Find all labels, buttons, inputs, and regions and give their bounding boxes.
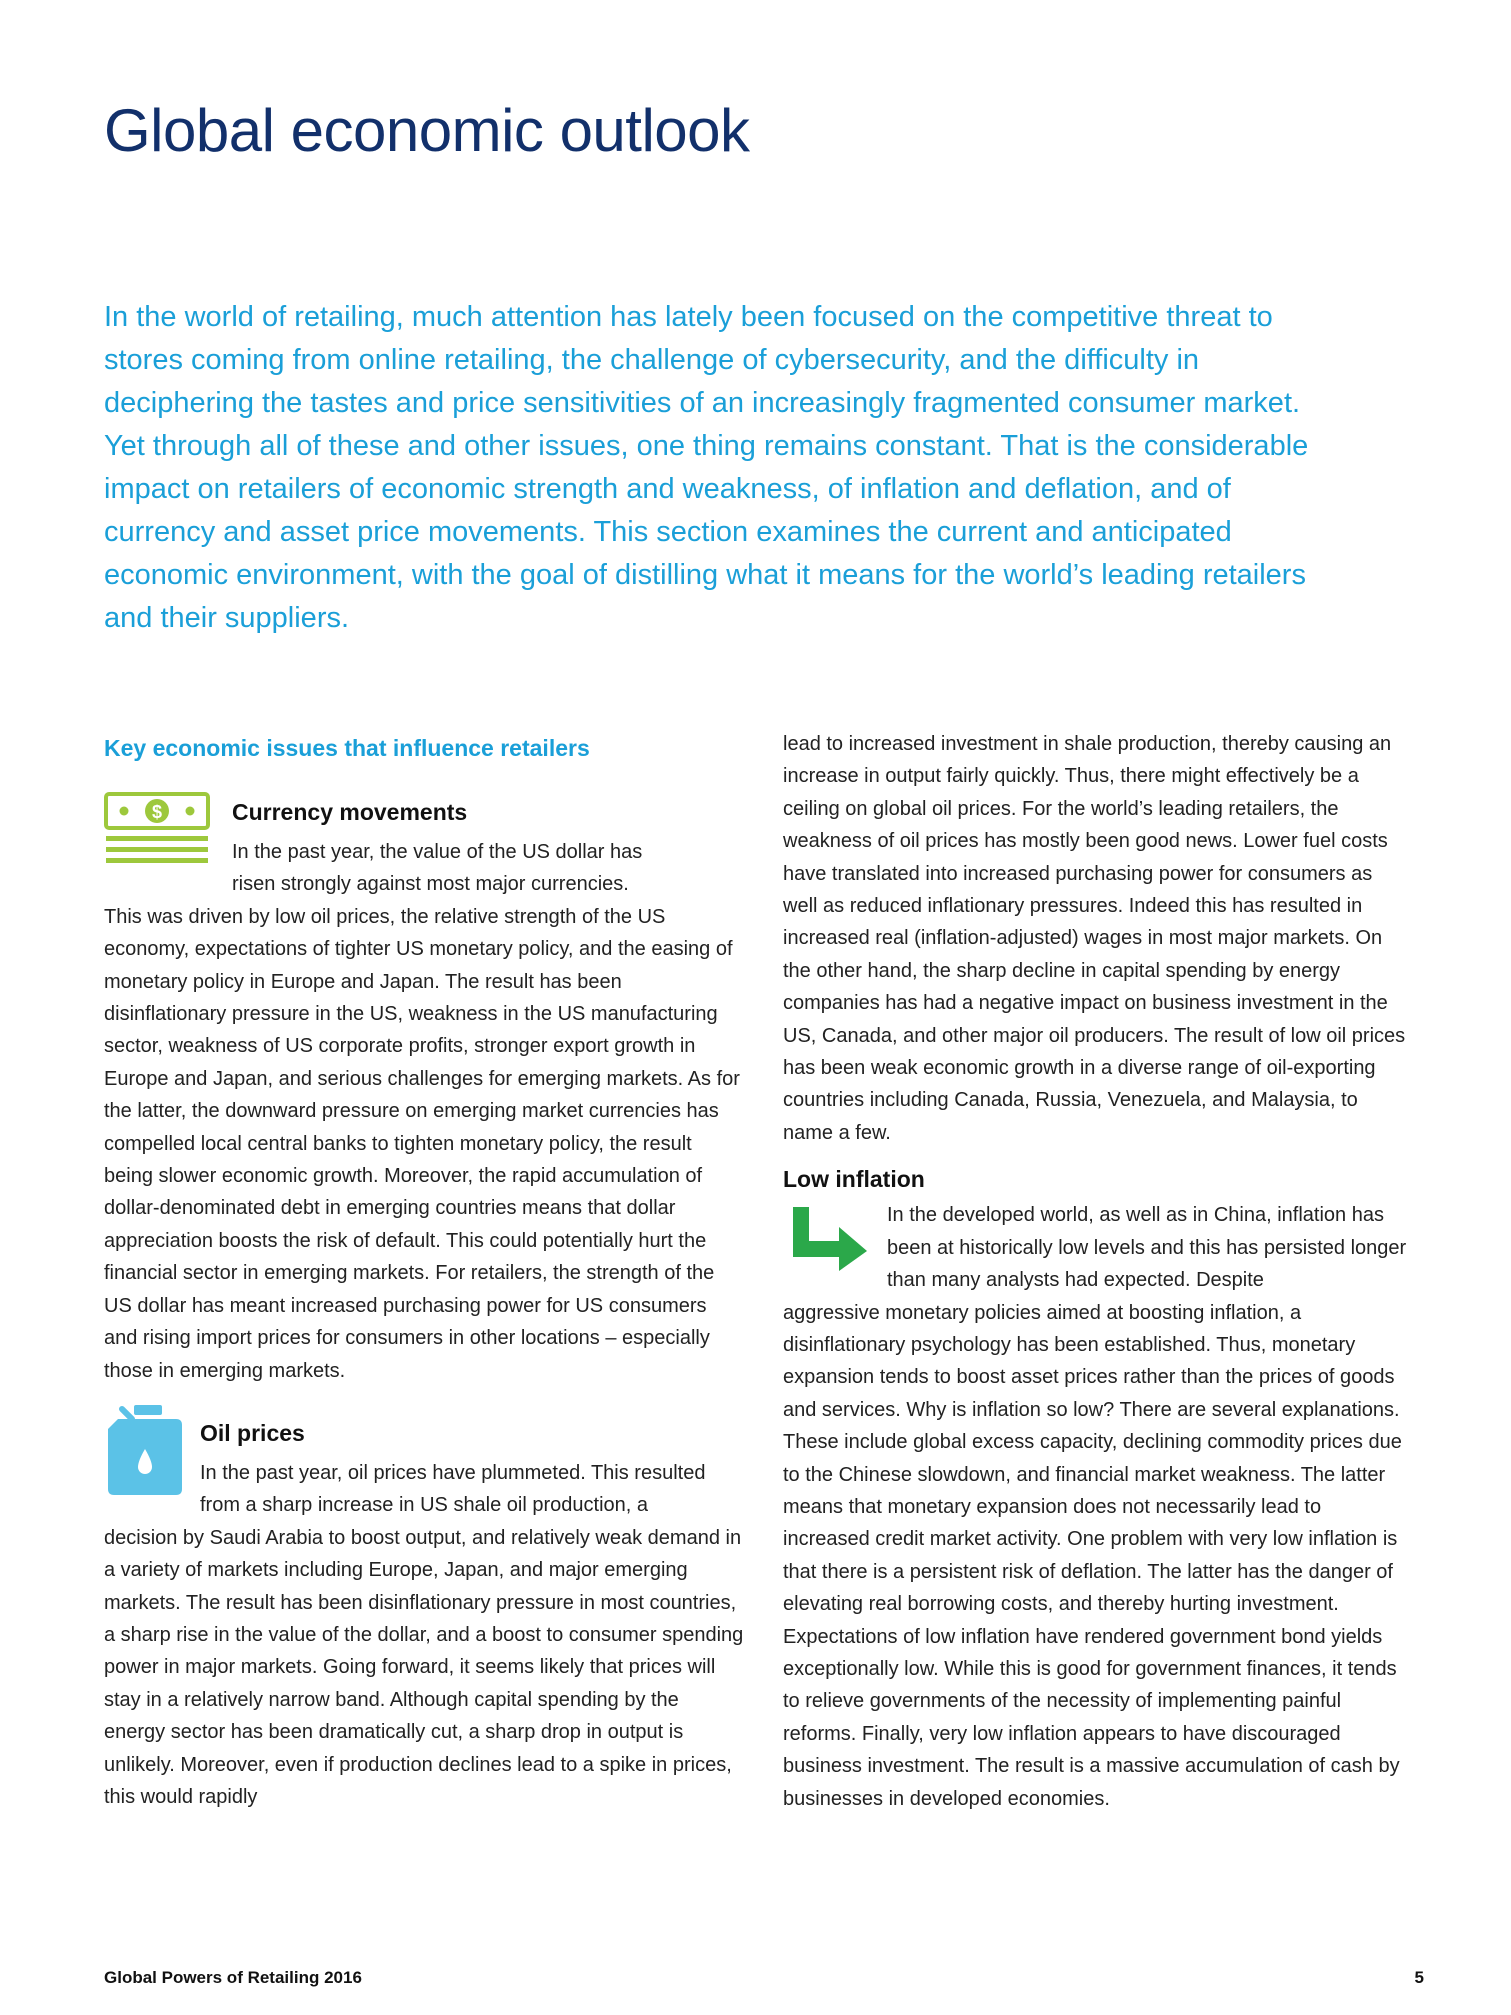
oil-section: [104, 1405, 744, 1813]
oil-heading: Oil prices: [200, 1419, 305, 1446]
inflation-body-text: aggressive monetary policies aimed at boosting inflation, a disinflationary psychology has been established. Thus, monetary expansion tends to boost asset prices rather than the prices of goods and services. Why is inflation so low? There are several explanations. These include global excess capacity, declining commodity prices due to the Chinese slowdown, and financial market weakness. The latter means that monetary expansion does not necessarily lead to increased credit market activity. One problem with very low inflation is that there is a persistent risk of deflation. The latter has the danger of elevating real borrowing costs, and thereby hurting investment. Expectations of low inflation have rendered government bond yields exceptionally low. While this is good for government finances, it tends to relieve governments of the necessity of implementing painful reforms. Finally, very low inflation appears to have discouraged business investment. The result is a massive accumulation of cash by businesses in developed economies.: [783, 1301, 1402, 1810]
page-title: Global economic outlook: [104, 97, 750, 164]
section-heading: Key economic issues that influence retailers: [104, 735, 590, 761]
oil-lead-text: In the past year, oil prices have plummeted. This resulted from a sharp increase in US shale oil production, a: [200, 1461, 706, 1517]
oil-continued-text: lead to increased investment in shale production, thereby causing an increase in output fairly quickly. Thus, there might effectively be a ceiling on global oil prices. For the world’s leading retailers, the weakness of oil prices has mostly been good news. Lower fuel costs have translated into increased purchasing power for consumers as well as reduced inflationary pressures. Indeed this has resulted in increased real (inflation-adjusted) wages in most major markets. On the other hand, the sharp decline in capital spending by energy companies has had a negative impact on business investment in the US, Canada, and other major oil producers. The result of low oil prices has been weak economic growth in a diverse range of oil-exporting countries including Canada, Russia, Venezuela, and Malaysia, to name a few.: [783, 733, 1406, 1144]
footer-publication: Global Powers of Retailing 2016: [104, 1968, 362, 1987]
fuel-can-icon: [108, 1405, 186, 1500]
currency-icon: [104, 792, 210, 881]
footer-page-number: 5: [1414, 1968, 1424, 1987]
oil-body-text: decision by Saudi Arabia to boost output, and relatively weak demand in a variety of markets including Europe, Japan, and major emerging markets. The result has been disinflationary pressure in most countries, a sharp rise in the value of the dollar, and a boost to consumer spending power in major markets. Going forward, it seems likely that prices will stay in a relatively narrow band. Although capital spending by the energy sector has been dramatically cut, a sharp drop in output is unlikely. Moreover, even if production declines lead to a spike in prices, this would rapidly: [104, 1526, 744, 1808]
left-column: [104, 732, 744, 1813]
inflation-lead-text: In the developed world, as well as in China, inflation has been at historically low levels and this has persisted longer than many analysts had expected. Despite: [887, 1204, 1407, 1292]
inflation-section: [783, 1163, 1411, 1815]
currency-heading: Currency movements: [232, 799, 468, 825]
intro-paragraph: In the world of retailing, much attention has lately been focused on the competitive threat to stores coming from online retailing, the challenge of cybersecurity, and the difficulty in deciphering the tastes and price sensitivities of an increasingly fragmented consumer market. Yet through all of these and other issues, one thing remains constant. That is the considerable impact on retailers of economic strength and weakness, of inflation and deflation, and of currency and asset price movements. This section examines the current and anticipated economic environment, with the goal of distilling what it means for the world’s leading retailers and their suppliers.: [104, 301, 1309, 634]
right-column: [783, 732, 1411, 1815]
down-right-arrow-icon: [787, 1207, 869, 1276]
svg-text:$: $: [151, 802, 163, 822]
currency-lead-text: In the past year, the value of the US dollar has risen strongly against most major currencies.: [232, 841, 643, 896]
currency-body-text: This was driven by low oil prices, the relative strength of the US economy, expectations of tighter US monetary policy, and the easing of monetary policy in Europe and Japan. The result has been disinflationary pressure in the US, weakness in the US manufacturing sector, weakness of US corporate profits, stronger export growth in Europe and Japan, and serious challenges for emerging markets. As for the latter, the downward pressure on emerging market currencies has compelled local central banks to tighten monetary policy, the result being slower economic growth. Moreover, the rapid accumulation of dollar-denominated debt in emerging countries means that dollar appreciation boosts the risk of default. This could potentially hurt the financial sector in emerging markets. For retailers, the strength of the US dollar has meant increased purchasing power for US consumers and rising import prices for consumers in other locations – especially those in emerging markets.: [104, 905, 740, 1382]
inflation-heading: Low inflation: [783, 1166, 925, 1193]
currency-section: [104, 788, 744, 1387]
